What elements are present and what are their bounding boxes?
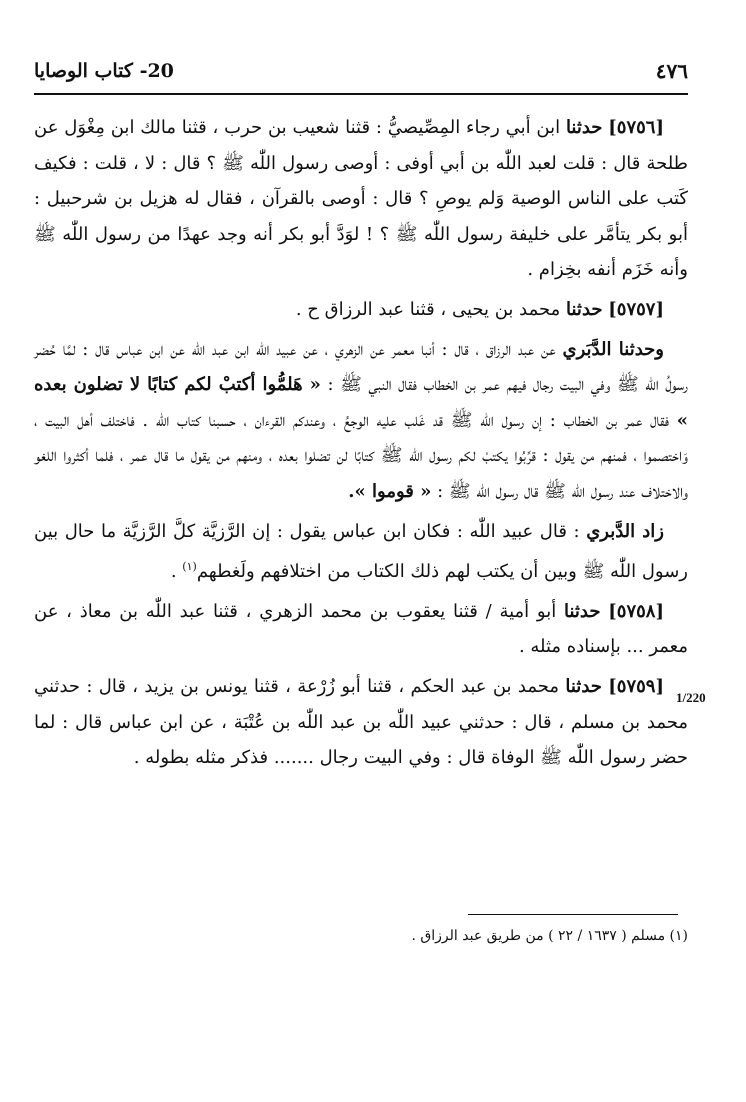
addition-dabari [34, 514, 688, 590]
hadith-text-2: فقال عمر بن الخطاب : إن رسول اللّٰه ﷺ قد غَلب عليه الوجعُ ، وعندكم القرءان ، حسبنا كتاب اللّٰه . فاختلف أهل البيت ، وَاختصموا ، فمنهم من يقول : قرِّبُوا يكتبْ لكم رسول اللّٰه ﷺ كتابًا لن تضلوا بعده ، ومنهم من يقول ما قال عمر ، فلما أكثروا اللغو والاختلاف عند رسول اللّٰه ﷺ قال رسول اللّٰه ﷺ : [34, 409, 688, 502]
hadith-number: [٥٧٥٩] [608, 675, 664, 697]
prophet-quote: « هَلمُّوا أكتبْ لكم كتابًا لا تضلون بعده » [34, 374, 688, 431]
header-rule [34, 93, 688, 95]
hadith-5756 [34, 110, 688, 288]
footnote: (١) مسلم ( ١٦٣٧ / ٢٢ ) من طريق عبد الرزاق . [411, 928, 688, 944]
hadith-number: [٥٧٥٨] [608, 600, 664, 622]
hadith-text: ابن أبي رجاء المِصِّيصيُّ : قثنا شعيب بن حرب ، قثنا مالك ابن مِغْوَل عن طلحة قال : قلت لعبد اللّٰه بن أبي أوفى : أوصى رسول اللّٰه ﷺ ؟ قال : لا ، قلت : فكيف كَتب على الناس الوصية وَلم يوصِ ؟ قال : أوصى بالقرآن ، فقال له هزيل بن شرحبيل : أبو بكر يتأمَّر على خليفة رسول اللّٰه ﷺ ؟ ! لوَدَّ أبو بكر أنه وجد عهدًا من رسول اللّٰه ﷺ وأنه خَزَم أنفه بخِزام . [34, 117, 688, 281]
addition-tail: . [170, 561, 177, 583]
footnote-marker[interactable]: (١) [182, 560, 197, 574]
book-title: 20- كتاب الوصايا [34, 60, 174, 82]
footnote-rule [468, 914, 678, 915]
hadith-number: [٥٧٥٧] [608, 298, 664, 320]
hadith-lead: حدثنا [563, 600, 601, 622]
hadith-text: محمد بن عبد الحكم ، قثنا أبو زُرْعة ، قثنا يونس بن يزيد ، قال : حدثني محمد بن مسلم ، قال : حدثني عبيد اللّٰه بن عبد اللّٰه بن عُتْبَة ، عن ابن عباس قال : لما حضر رسول اللّٰه ﷺ الوفاة قال : وفي البيت رجال ....... فذكر مثله بطوله . [34, 675, 688, 769]
addition-text: : قال عبيد اللّٰه : فكان ابن عباس يقول : إن الرَّزيَّة كلَّ الرَّزيَّة ما حال بين رسول اللّٰه ﷺ وبين أن يكتب لهم ذلك الكتاب من اختلافهم ولَغطهم [34, 520, 688, 583]
hadith-5757-continued [34, 332, 688, 510]
hadith-text: أبو أمية / قثنا يعقوب بن محمد الزهري ، قثنا عبد اللّٰه بن معاذ ، عن معمر ... بإسناده مثله . [34, 600, 688, 658]
margin-reference: 1/220 [676, 690, 706, 705]
hadith-lead: حدثنا [565, 117, 603, 138]
hadith-lead: وحدثنا الدَّبَري [562, 338, 664, 360]
hadith-number: [٥٧٥٦] [608, 117, 664, 138]
page-number: ٤٧٦ [655, 59, 688, 83]
hadith-lead: حدثنا [566, 298, 603, 320]
addition-lead: زاد الدَّبري [586, 520, 664, 542]
hadith-text: عن عبد الرزاق ، قال : أنبا معمر عن الزهري ، عن عبيد اللّٰه ابن عبد اللّٰه عن ابن عباس قال : لمَّا حُضر رسولُ اللّٰه ﷺ وفي البيت رجال فيهم عمر بن الخطاب فقال النبي ﷺ : [34, 338, 688, 396]
hadith-5757 [34, 292, 688, 328]
prophet-quote-2: « قوموا ». [348, 480, 432, 502]
main-text [34, 110, 688, 776]
hadith-text: محمد بن يحيى ، قثنا عبد الرزاق ح . [295, 298, 561, 320]
hadith-5758 [34, 594, 688, 665]
page-header [34, 56, 688, 86]
hadith-5759 [34, 669, 688, 776]
hadith-lead: حدثنا [565, 675, 602, 697]
